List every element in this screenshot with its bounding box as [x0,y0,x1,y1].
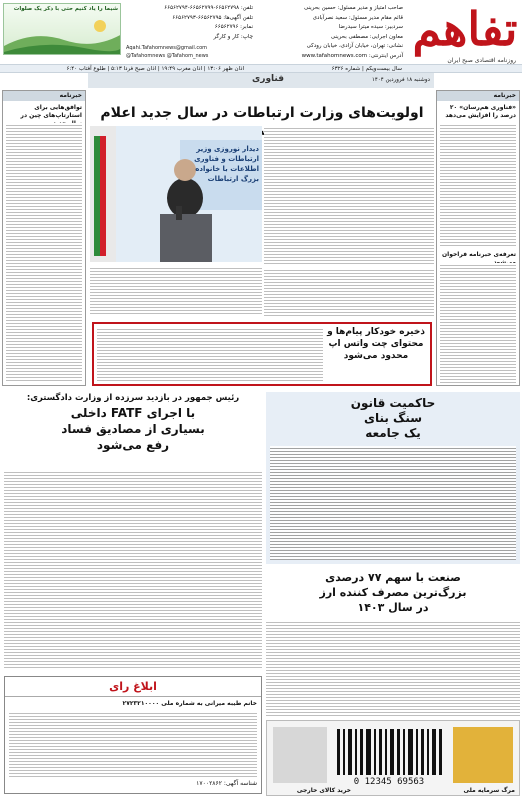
industry-headline [266,570,520,615]
promo-banner[interactable] [3,3,121,55]
left-column-body [6,123,82,381]
issue-bar [0,64,522,73]
editorial-line: سنگ بنای [363,411,423,425]
mid-story-line: بسیاری از مصادیق فساد [61,422,205,436]
ad-right-caption: مرگ سرمایه ملی [463,787,515,794]
contact-line: نمابر: ۶۶۵۶۲۷۹۶ [214,24,253,30]
issue-number: سال بیست‌ویکم | شماره ۶۳۲۶ [331,66,402,72]
side-box-subhead: تعرفه‌ی خبرنامه فراخوان [442,251,516,258]
logo-tagline: روزنامه اقتصادی صبح ایران [447,57,516,64]
staff-line: معاون اجرایی: مصطفی بحرینی [330,33,403,40]
top-story-body [264,126,434,266]
side-box-body [440,123,516,248]
industry-line: بزرگ‌ترین مصرف کننده ارز [319,586,467,599]
mid-story-headline [4,392,262,453]
mid-story-kicker: رئیس جمهور در بازدید سرزده از وزارت دادگستری: [26,393,240,403]
left-column [2,90,86,386]
industry-line: در سال ۱۴۰۳ [357,601,429,614]
notice-box [4,676,262,794]
bottom-ad[interactable] [266,720,520,796]
notice-title-bar [5,677,261,697]
staff-line: قائم مقام مدیر مسئول: سعید نصرآبادی [312,14,403,21]
email-link[interactable]: Aqahi.Tafahomnews@gmail.com [126,45,208,51]
pullquote-body [97,327,323,381]
staff-line: آدرس اینترنتی: www.tafahomnews.com [301,52,403,59]
notice-subline: خانم طیبه میرانی به شماره ملی ۲۷۲۳۲۱۰۰۰۰ [122,700,257,707]
left-column-headline: توافق‌هایی برای استارتاپ‌های چین در [20,104,82,119]
meta-line: اذان ظهر ۱۳:۰۶ | اذان مغرب ۱۹:۴۹ | اذان صبح فردا ۵:۱۳ | طلوع آفتاب ۶:۴۰ [66,66,244,72]
contact-line: تلفن آگهی‌ها: ۶۶۵۶۲۷۹۵-۶۶۵۶۲۷۹۳ [172,14,253,21]
editorial-line: یک جامعه [365,426,421,440]
barcode-digits: 0 12345 69563 [353,777,425,787]
staff-line: نشانی: تهران، خیابان آزادی، خیابان رودکی [306,43,403,49]
notice-title: ابلاغ رای [109,680,157,693]
newspaper-logo [412,3,518,58]
contact-block [125,4,253,44]
ad-left-caption: خرید کالای خارجی [296,787,351,794]
staff-line: سردبیر: سیده میترا سیدرضا [338,24,403,30]
side-box [436,90,520,386]
social-link[interactable]: @Tafahomnews [126,53,166,59]
editorial-line: حاکمیت قانون [350,396,436,410]
top-story-body-3 [264,268,434,316]
editorial-headline [326,396,460,441]
industry-body [266,620,520,716]
date-line: دوشنبه ۱۸ فروردین ۱۴۰۴ [371,77,430,83]
notice-footer: شناسه آگهی: ۱۷۰۰۲۸۶۲ [196,780,257,787]
side-box-body-2 [440,263,516,383]
mid-story-line: با اجرای FATF داخلی [70,406,196,420]
staff-block [253,4,403,64]
photo-caption: دیدار نوروزی وزیر ارتباطات و فناوری اطلاعات با خانواده بزرگ ارتباطات [194,145,259,183]
section-label: فناوری [252,74,284,84]
masthead [0,0,522,72]
socials [126,44,252,60]
promo-text: شیما را یاد کنیم حتی با ذکر یک صلوات [13,6,118,12]
staff-line: صاحب امتیاز و مدیر مسئول: حسین بحرینی [303,5,403,11]
industry-line: صنعت با سهم ۷۷ درصدی [325,571,461,584]
side-box-label: خبرنامه [437,91,519,101]
top-story-photo [90,126,262,262]
social-link[interactable]: @Tafahom_news [166,53,209,59]
side-box-intro: «فناوری هم‌رسان» ۲۰ درصد را افزایش می‌دهد [445,104,516,119]
pullquote-box [92,322,432,386]
top-story-body-2 [90,266,262,316]
mid-story-body [4,470,262,670]
contact-line: تلفن: ۶۶۵۶۲۷۹۸-۶۶۵۶۲۷۹۹-۶۶۵۶۲۷۹۴ [164,5,253,11]
contact-line: چاپ: کار و کارگر [213,33,253,40]
top-story-headline: اولویت‌های وزارت ارتباطات در سال جدید اعلام [100,105,424,121]
editorial-box [266,392,520,564]
pullquote-headline: ذخیره خودکار پیام‌ها و محتوای چت واتس اپ محدود می‌شود [327,327,425,361]
logo-text: تفاهم [412,2,518,56]
editorial-body [270,446,516,560]
mid-story-line: رفع می‌شود [96,438,170,452]
left-column-label: خبرنامه [3,91,85,101]
landscape-image [4,16,121,55]
section-strip [88,73,434,88]
notice-body [9,711,257,777]
